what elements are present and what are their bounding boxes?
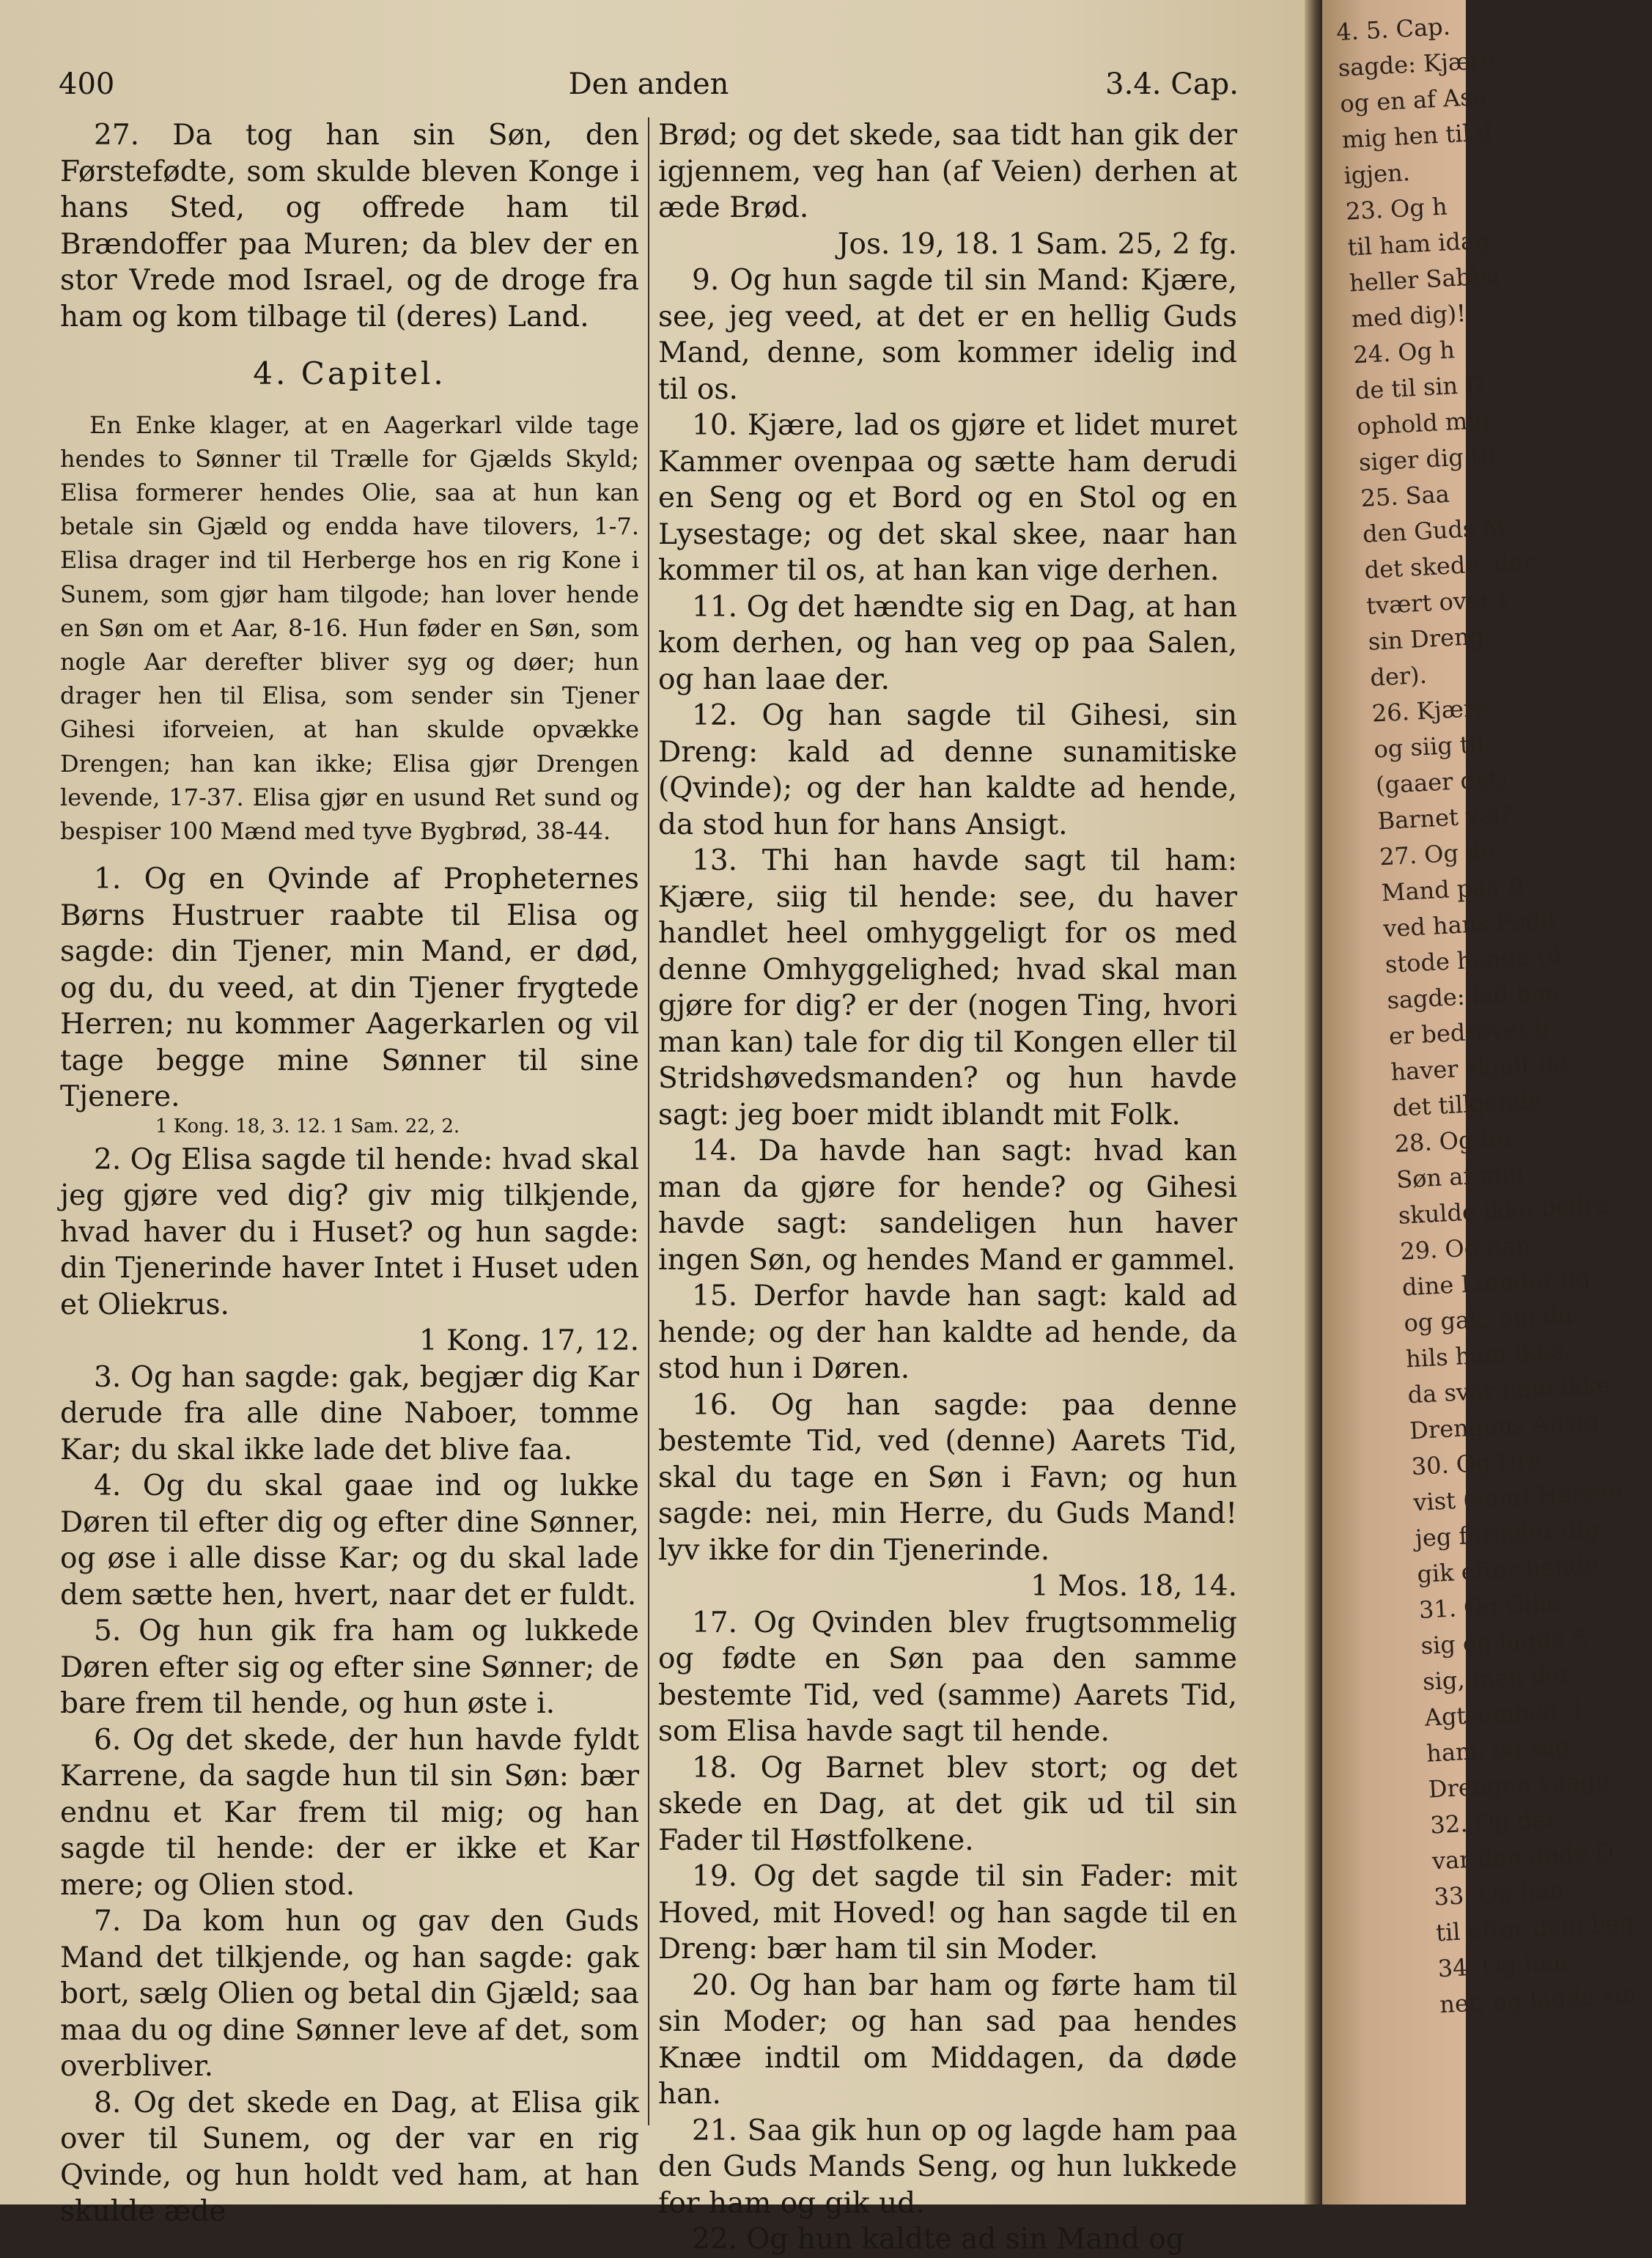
facing-page-line: hils ham ikke, <box>1405 1336 1572 1373</box>
verse-2-text: 2. Og Elisa sagde til hende: hvad skal jeg gjøre ved dig? giv mig tilkjende, hvad haver du i Huset? og hun sagde: din Tjenerinde haver Intet i Huset uden et Oliekrus. <box>60 1143 639 1321</box>
verse-4: 4. Og du skal gaae ind og lukke Døren til efter dig og efter dine Sønner, og øse i alle disse Kar; og du skal lade dem sætte hen, hvert, naar det er fuldt. <box>60 1469 639 1612</box>
facing-page-line: sin Dreng: <box>1367 621 1493 656</box>
facing-page-line: 26. Kjære <box>1371 693 1489 728</box>
running-title: Den anden <box>568 67 729 101</box>
facing-page-line: gik efter hende. <box>1416 1550 1607 1589</box>
facing-page-line: de til sin D <box>1354 370 1485 405</box>
verse-12: 12. Og han sagde til Gihesi, sin Dreng: kald ad denne sunamitiske (Qvinde); og der han kaldte ad hende, da stod hun for hans Ansigt. <box>658 699 1237 841</box>
facing-page-line: 25. Saa <box>1360 479 1450 513</box>
facing-page-line: ophold mig <box>1356 405 1491 441</box>
facing-page-line: 28. Og hu <box>1393 1124 1512 1158</box>
facing-page-line: stode hende (d <box>1384 941 1563 979</box>
verse-20: 20. Og han bar ham og førte ham til sin Moder; og han sad paa hendes Knæe indtil om Middagen, da døde han. <box>658 1969 1237 2111</box>
right-column <box>658 117 1237 2258</box>
verse-8-ref: Jos. 19, 18. 1 Sam. 25, 2 fg. <box>837 227 1237 261</box>
facing-page-line: jeg forlader dig <box>1414 1515 1600 1553</box>
facing-page-line: og siig til <box>1373 729 1486 764</box>
facing-page-line: 24. Og h <box>1352 336 1456 369</box>
facing-page-line: da svar ham ikke <box>1406 1370 1612 1409</box>
verse-8-continued <box>658 117 1237 262</box>
verse-13: 13. Thi han havde sagt til ham: Kjære, siig til hende: see, du haver handlet heel omhyggeligt for os med denne Omhyggelighed; hvad skal man gjøre for dig? er der (nogen Ting, hvori man kan) tale for dig til Kongen eller til Stridshøvedsmanden? og hun havde sagt: jeg boer midt iblandt mit Folk. <box>658 844 1237 1132</box>
verse-27: 27. Da tog han sin Søn, den Førstefødte, som skulde bleven Konge i hans Sted, og offrede ham til Brændoffer paa Muren; da blev der en stor Vrede mod Israel, og de droge fra ham og kom tilbage til (deres) Land. <box>60 119 639 333</box>
verse-6: 6. Og det skede, der hun havde fyldt Karrene, da sagde hun til sin Søn: bær endnu et Kar frem til mig; og han sagde til hende: der er ikke et Kar mere; og Olien stod. <box>60 1723 639 1902</box>
facing-page-line: sagde: lad hen <box>1386 977 1561 1015</box>
verse-9: 9. Og hun sagde til sin Mand: Kjære, see, jeg veed, at det er en hellig Guds Mand, denne, som kommer idelig ind til os. <box>658 264 1237 406</box>
verse-11: 11. Og det hændte sig en Dag, at han kom derhen, og han veg op paa Salen, og han laae der. <box>658 590 1237 696</box>
facing-page-line: og gak; om du <box>1403 1300 1574 1338</box>
verse-1-crossref: 1 Kong. 18, 3. 12. 1 Sam. 22, 2. <box>155 1115 460 1137</box>
facing-page-line: sagde: Kjære <box>1337 45 1497 82</box>
page-number: 400 <box>59 67 115 101</box>
verse-21: 21. Saa gik hun op og lagde ham paa den Guds Mands Seng, og hun lukkede for ham og gik ud. <box>658 2114 1237 2220</box>
verse-2-ref: 1 Kong. 17, 12. <box>418 1324 639 1358</box>
book-gutter <box>1305 0 1322 2204</box>
facing-page-line: 32. Og der <box>1429 1804 1557 1840</box>
facing-page-line: tvært over f <box>1365 584 1508 620</box>
facing-page-line: igjen. <box>1343 158 1411 190</box>
verse-19: 19. Og det sagde til sin Fader: mit Hoved, mit Hoved! og han sagde til en Dreng: bær ham til sin Moder. <box>658 1860 1237 1966</box>
facing-page-line: 34. Og han <box>1437 1948 1569 1983</box>
facing-page-line: er bedrøvet b <box>1388 1014 1551 1051</box>
facing-page-line: siger dig til. <box>1358 440 1504 477</box>
facing-page-text <box>1335 4 1638 2023</box>
verse-18: 18. Og Barnet blev stort; og det skede en Dag, at det gik ud til sin Fader til Høstfolkene. <box>658 1751 1237 1857</box>
verse-16 <box>658 1387 1237 1605</box>
facing-page-line: sig, men der <box>1422 1660 1572 1696</box>
facing-page-line: til efter dem beg <box>1435 1908 1636 1947</box>
facing-page-line: med dig)! <box>1350 299 1467 333</box>
facing-page-line: skulde ikke bedra <box>1397 1190 1611 1230</box>
verse-22: 22. Og hun kaldte ad sin Mand og <box>692 2223 1184 2256</box>
verse-8-cont-text: Brød; og det skede, saa tidt han gik der igjennem, veg han (af Veien) derhen at æde Brød. <box>658 119 1237 224</box>
facing-page-line: til ham idag <box>1346 226 1491 262</box>
facing-page-line: vist (som) Herren <box>1412 1477 1623 1517</box>
column-divider <box>648 117 649 2125</box>
facing-page-line: Drengen vaagn <box>1427 1766 1611 1804</box>
facing-page-line: Barnet vel? <box>1376 800 1514 835</box>
facing-page-line: det tilkjende. <box>1392 1085 1551 1122</box>
running-header <box>59 67 1239 111</box>
verse-10: 10. Kjære, lad os gjøre et lidet muret Kammer ovenpaa og sætte ham derudi en Seng og et Bord og en Stol og en Lysestage; og det skal skee, naar han kommer til os, at han kan vige derhen. <box>658 409 1237 587</box>
facing-page-line: 31. Og Gihe <box>1418 1588 1562 1624</box>
verse-1: 1. Og en Qvinde af Propheternes Børns Hustruer raabte til Elisa og sagde: din Tjener, min Mand, er død, og du, du veed, at din Tjener frygtede Herren; nu kommer Aagerkarlen og vil tage begge mine Sønner til sine Tjenere. <box>60 863 639 1114</box>
facing-page-line: 29. Og han <box>1399 1231 1532 1266</box>
verse-14: 14. Da havde han sagt: hvad kan man da gjøre for hende? og Gihesi havde sagt: sandeligen hun haver ingen Søn, og hendes Mand er gammel. <box>658 1134 1237 1277</box>
verse-8: 8. Og det skede en Dag, at Elisa gik over til Sunem, og der var en rig Qvinde, og hun holdt ved ham, at han skulde æde <box>60 2086 639 2229</box>
verse-7: 7. Da kom hun og gav den Guds Mand det tilkjende, og han sagde: gak bort, sælg Olien og betal din Gjæld; saa maa du og dine Sønner leve af det, som overbliver. <box>60 1905 639 2084</box>
verse-2 <box>60 1142 639 1359</box>
facing-page-line: mig hen til d <box>1341 118 1494 154</box>
facing-page-line: 4. 5. Cap. <box>1335 12 1451 46</box>
chapter-summary: En Enke klager, at en Aagerkarl vilde tage hendes to Sønner til Trælle for Gjælds Skyld; Elisa formerer hendes Olie, saa at hun kan betale sin Gjæld og endda have tilovers, 1-7. Elisa drager ind til Herberge hos en rig Kone i Sunem, som gjør ham tilgode; han lover hende en Søn om et Aar, 8-16. Hun føder en Søn, som nogle Aar derefter bliver syg og døer; hun drager hen til Elisa, som sender sin Tjener Gihesi iforveien, at han skulde opvække Drengen; han kan ikke; Elisa gjør Drengen levende, 17-37. Elisa gjør en usund Ret sund og bespiser 100 Mænd med tyve Bygbrød, 38-44. <box>60 410 639 845</box>
facing-page-line: 30. Og Dre <box>1410 1445 1543 1481</box>
facing-page-line: Agtsomhed; l <box>1423 1695 1582 1732</box>
facing-page-line: haver skjult de <box>1390 1049 1568 1086</box>
facing-page-line: dine Lænder og <box>1401 1263 1591 1302</box>
facing-page-line: 33. Og han <box>1433 1876 1566 1911</box>
facing-page-line: Mand paa B <box>1380 871 1525 907</box>
left-column <box>60 117 639 2230</box>
facing-page-edge <box>1322 0 1638 2204</box>
facing-page-line: Drengens Ansig <box>1409 1406 1599 1445</box>
chapter-title: 4. Capitel. <box>253 355 446 391</box>
facing-page-line: var den døde D <box>1431 1837 1615 1875</box>
facing-page-line: det skede, der <box>1363 547 1535 584</box>
verse-16-ref: 1 Mos. 18, 14. <box>1030 1570 1237 1603</box>
facing-page-line: 27. Og de <box>1379 837 1496 871</box>
chapter-reference: 3.4. Cap. <box>1105 67 1239 101</box>
facing-page-line: ved hans Fødd <box>1382 906 1557 943</box>
facing-page-line: og en af Ase <box>1339 82 1487 118</box>
verse-15: 15. Derfor havde han sagt: kald ad hende; og der han kaldte ad hende, da stod hun i Døren. <box>658 1280 1237 1385</box>
facing-page-line: (gaaer det) <box>1375 764 1509 800</box>
facing-page-line: net, og lagde sin <box>1439 1980 1638 2019</box>
facing-page-line: Søn af min <box>1395 1159 1525 1194</box>
verse-17: 17. Og Qvinden blev frugtsommelig og fødte en Søn paa den samme bestemte Tid, ved (samme) Aarets Tid, som Elisa havde sagt til hende. <box>658 1606 1237 1748</box>
facing-page-line: sig og lagde S <box>1420 1623 1589 1660</box>
verse-16-text: 16. Og han sagde: paa denne bestemte Tid, ved (denne) Aarets Tid, skal du tage en Søn i Favn; og hun sagde: nei, min Herre, du Guds Mand! lyv ikke for din Tjenerinde. <box>658 1388 1237 1567</box>
facing-page-line: 23. Og h <box>1345 192 1448 226</box>
facing-page-line: der). <box>1369 660 1428 692</box>
facing-page-line: den Guds M <box>1362 512 1508 549</box>
facing-page-line: ham, og sag <box>1426 1732 1571 1768</box>
verse-3: 3. Og han sagde: gak, begjær dig Kar derude fra alle dine Naboer, tomme Kar; du skal ikke lade det blive faa. <box>60 1360 639 1466</box>
verse-5: 5. Og hun gik fra ham og lukkede Døren efter sig og efter sine Sønner; de bare frem til hende, og hun øste i. <box>60 1615 639 1721</box>
facing-page-line: heller Sabba <box>1349 261 1501 298</box>
